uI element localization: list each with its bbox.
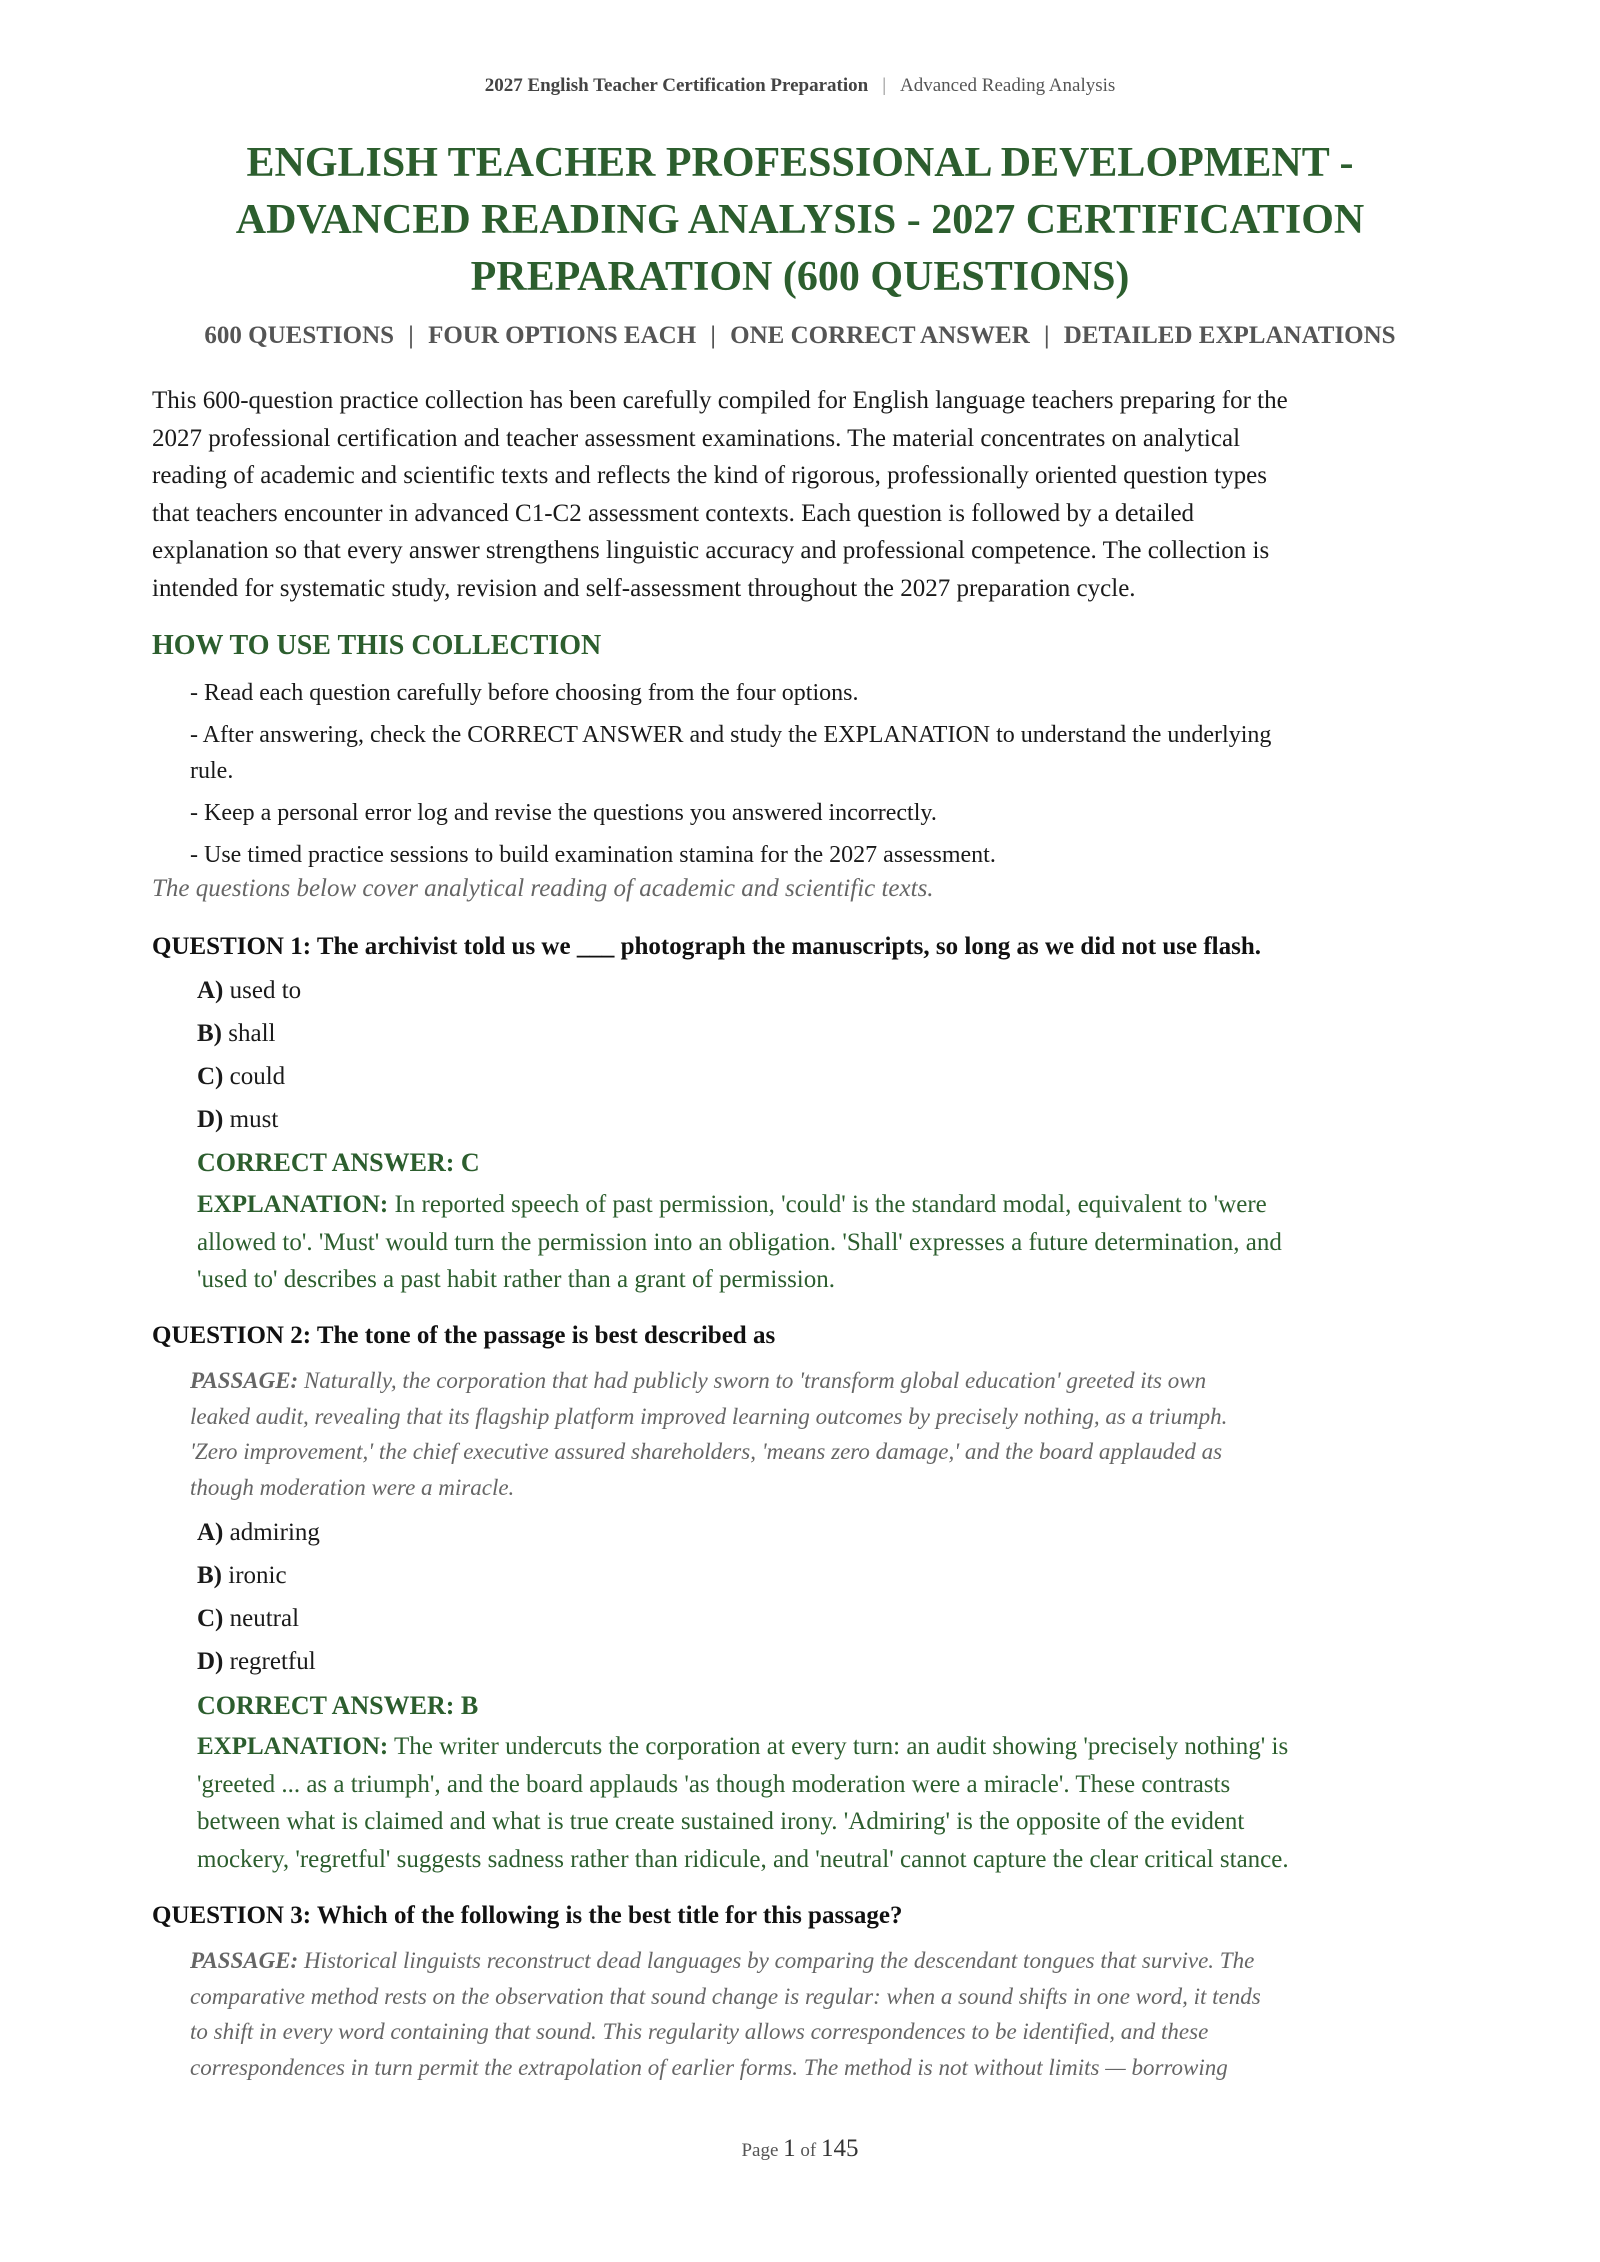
option-text: regretful (229, 1648, 316, 1675)
question-stem: QUESTION 1: The archivist told us we ___ photograph the manuscripts, so long as we did not use flash. (152, 933, 1261, 960)
passage-label: PASSAGE: (190, 1368, 299, 1393)
intro-paragraph (152, 382, 1448, 607)
intro-line: intended for systematic study, revision and self-assessment throughout the 2027 preparation cycle. (152, 574, 1136, 602)
subtitle-part: FOUR OPTIONS EACH (428, 322, 697, 349)
answer-option (197, 977, 301, 1005)
answer-option (197, 1020, 275, 1048)
answer-option (197, 1562, 287, 1590)
option-letter: A) (197, 977, 224, 1004)
running-header (152, 75, 1448, 97)
option-text: neutral (229, 1605, 300, 1632)
howto-item-line: - Keep a personal error log and revise the questions you answered incorrectly. (190, 800, 937, 826)
howto-item-line: - Read each question carefully before choosing from the four options. (190, 680, 859, 706)
page-of-label: of (800, 2140, 817, 2161)
document-page (152, 0, 1448, 2262)
explanation (197, 1728, 1448, 1878)
passage-line: leaked audit, revealing that its flagship platform improved learning outcomes by precisely nothing, as a triumph. (190, 1403, 1228, 1429)
answer-option (197, 1605, 299, 1633)
correct-answer: CORRECT ANSWER: C (197, 1148, 480, 1177)
howto-heading: HOW TO USE THIS COLLECTION (152, 630, 602, 661)
header-right-text: Advanced Reading Analysis (900, 75, 1116, 96)
passage (190, 1943, 1448, 2085)
howto-list (190, 675, 1448, 879)
passage (190, 1363, 1448, 1505)
subtitle-part: DETAILED EXPLANATIONS (1063, 322, 1396, 349)
passage-line: correspondences in turn permit the extrapolation of earlier forms. The method is not without limits — borrowing (190, 2054, 1228, 2080)
page-label: Page (741, 2140, 779, 2161)
document-title (152, 135, 1448, 306)
intro-line: This 600-question practice collection has been carefully compiled for English language teachers preparing for the (152, 387, 1288, 414)
option-text: used to (229, 977, 302, 1004)
explanation-label: EXPLANATION: (197, 1191, 389, 1218)
option-letter: B) (197, 1020, 222, 1047)
page-number: 1 (783, 2135, 796, 2162)
howto-item (190, 675, 1448, 711)
passage-line: 'Zero improvement,' the chief executive assured shareholders, 'means zero damage,' and the board applauded as (190, 1439, 1223, 1464)
option-letter: A) (197, 1519, 224, 1546)
title-line: ADVANCED READING ANALYSIS - 2027 CERTIFICATION (235, 197, 1365, 243)
option-text: admiring (229, 1519, 320, 1546)
answer-option (197, 1063, 285, 1091)
howto-item-line: - After answering, check the CORRECT ANSWER and study the EXPLANATION to understand the underlying (190, 722, 1272, 748)
howto-item (190, 837, 1448, 873)
option-letter: D) (197, 1106, 224, 1133)
subtitle-separator: | (1044, 322, 1050, 349)
answer-option (197, 1519, 320, 1547)
option-letter: D) (197, 1648, 224, 1675)
subtitle-part: 600 QUESTIONS (204, 322, 395, 349)
header-left-text: 2027 English Teacher Certification Preparation (484, 75, 869, 96)
header-separator: | (882, 75, 887, 96)
passage-line: Naturally, the corporation that had publicly sworn to 'transform global education' greeted its own (303, 1368, 1207, 1393)
subtitle-separator: | (408, 322, 414, 349)
option-text: could (229, 1063, 286, 1090)
intro-line: explanation so that every answer strengthens linguistic accuracy and professional competence. The collection is (152, 537, 1270, 564)
answer-option (197, 1106, 278, 1134)
intro-line: reading of academic and scientific texts and reflects the kind of rigorous, professionally oriented question types (152, 462, 1267, 489)
explanation-line: 'greeted ... as a triumph', and the board applauds 'as though moderation were a miracle'. These contrasts (197, 1770, 1231, 1798)
option-text: ironic (228, 1562, 287, 1589)
explanation-line: mockery, 'regretful' suggests sadness rather than ridicule, and 'neutral' cannot capture the clear critical stance. (197, 1845, 1289, 1873)
question-stem: QUESTION 2: The tone of the passage is best described as (152, 1322, 776, 1349)
document-subtitle (152, 322, 1448, 350)
howto-item (190, 795, 1448, 831)
passage-line: though moderation were a miracle. (190, 1474, 515, 1500)
passage-line: comparative method rests on the observation that sound change is regular: when a sound shifts in one word, it tends (190, 1983, 1261, 2009)
title-line: PREPARATION (600 QUESTIONS) (470, 254, 1130, 300)
option-letter: C) (197, 1063, 224, 1090)
option-text: shall (228, 1020, 276, 1047)
page-total: 145 (821, 2135, 859, 2162)
intro-line: that teachers encounter in advanced C1-C2 assessment contexts. Each question is followed by a detailed (152, 499, 1195, 527)
subtitle-separator: | (710, 322, 716, 349)
answer-option (197, 1648, 316, 1676)
howto-item-line: rule. (190, 758, 234, 784)
howto-item (190, 717, 1448, 789)
passage-label: PASSAGE: (190, 1948, 299, 1973)
explanation (197, 1186, 1448, 1299)
title-line: ENGLISH TEACHER PROFESSIONAL DEVELOPMENT - (246, 140, 1354, 186)
explanation-line: 'used to' describes a past habit rather than a grant of permission. (197, 1266, 835, 1293)
option-text: must (229, 1106, 279, 1133)
subtitle-part: ONE CORRECT ANSWER (730, 322, 1030, 349)
correct-answer: CORRECT ANSWER: B (197, 1691, 479, 1720)
explanation-line: allowed to'. 'Must' would turn the permission into an obligation. 'Shall' expresses a future determination, and (197, 1228, 1282, 1256)
option-letter: B) (197, 1562, 222, 1589)
explanation-line: between what is claimed and what is true create sustained irony. 'Admiring' is the opposite of the evident (197, 1808, 1245, 1835)
howto-item-line: - Use timed practice sessions to build examination stamina for the 2027 assessment. (190, 842, 996, 868)
explanation-label: EXPLANATION: (197, 1733, 389, 1760)
explanation-line: In reported speech of past permission, 'could' is the standard modal, equivalent to 'were (394, 1191, 1267, 1218)
passage-line: Historical linguists reconstruct dead languages by comparing the descendant tongues that survive. The (303, 1948, 1255, 1973)
passage-line: to shift in every word containing that sound. This regularity allows correspondences to be identified, and these (190, 2019, 1209, 2044)
option-letter: C) (197, 1605, 224, 1632)
question-stem: QUESTION 3: Which of the following is the best title for this passage? (152, 1902, 903, 1929)
intro-line: 2027 professional certification and teacher assessment examinations. The material concentrates on analytical (152, 424, 1241, 452)
explanation-line: The writer undercuts the corporation at every turn: an audit showing 'precisely nothing' is (394, 1733, 1289, 1760)
page-footer (152, 2135, 1448, 2163)
section-note: The questions below cover analytical reading of academic and scientific texts. (152, 875, 934, 902)
